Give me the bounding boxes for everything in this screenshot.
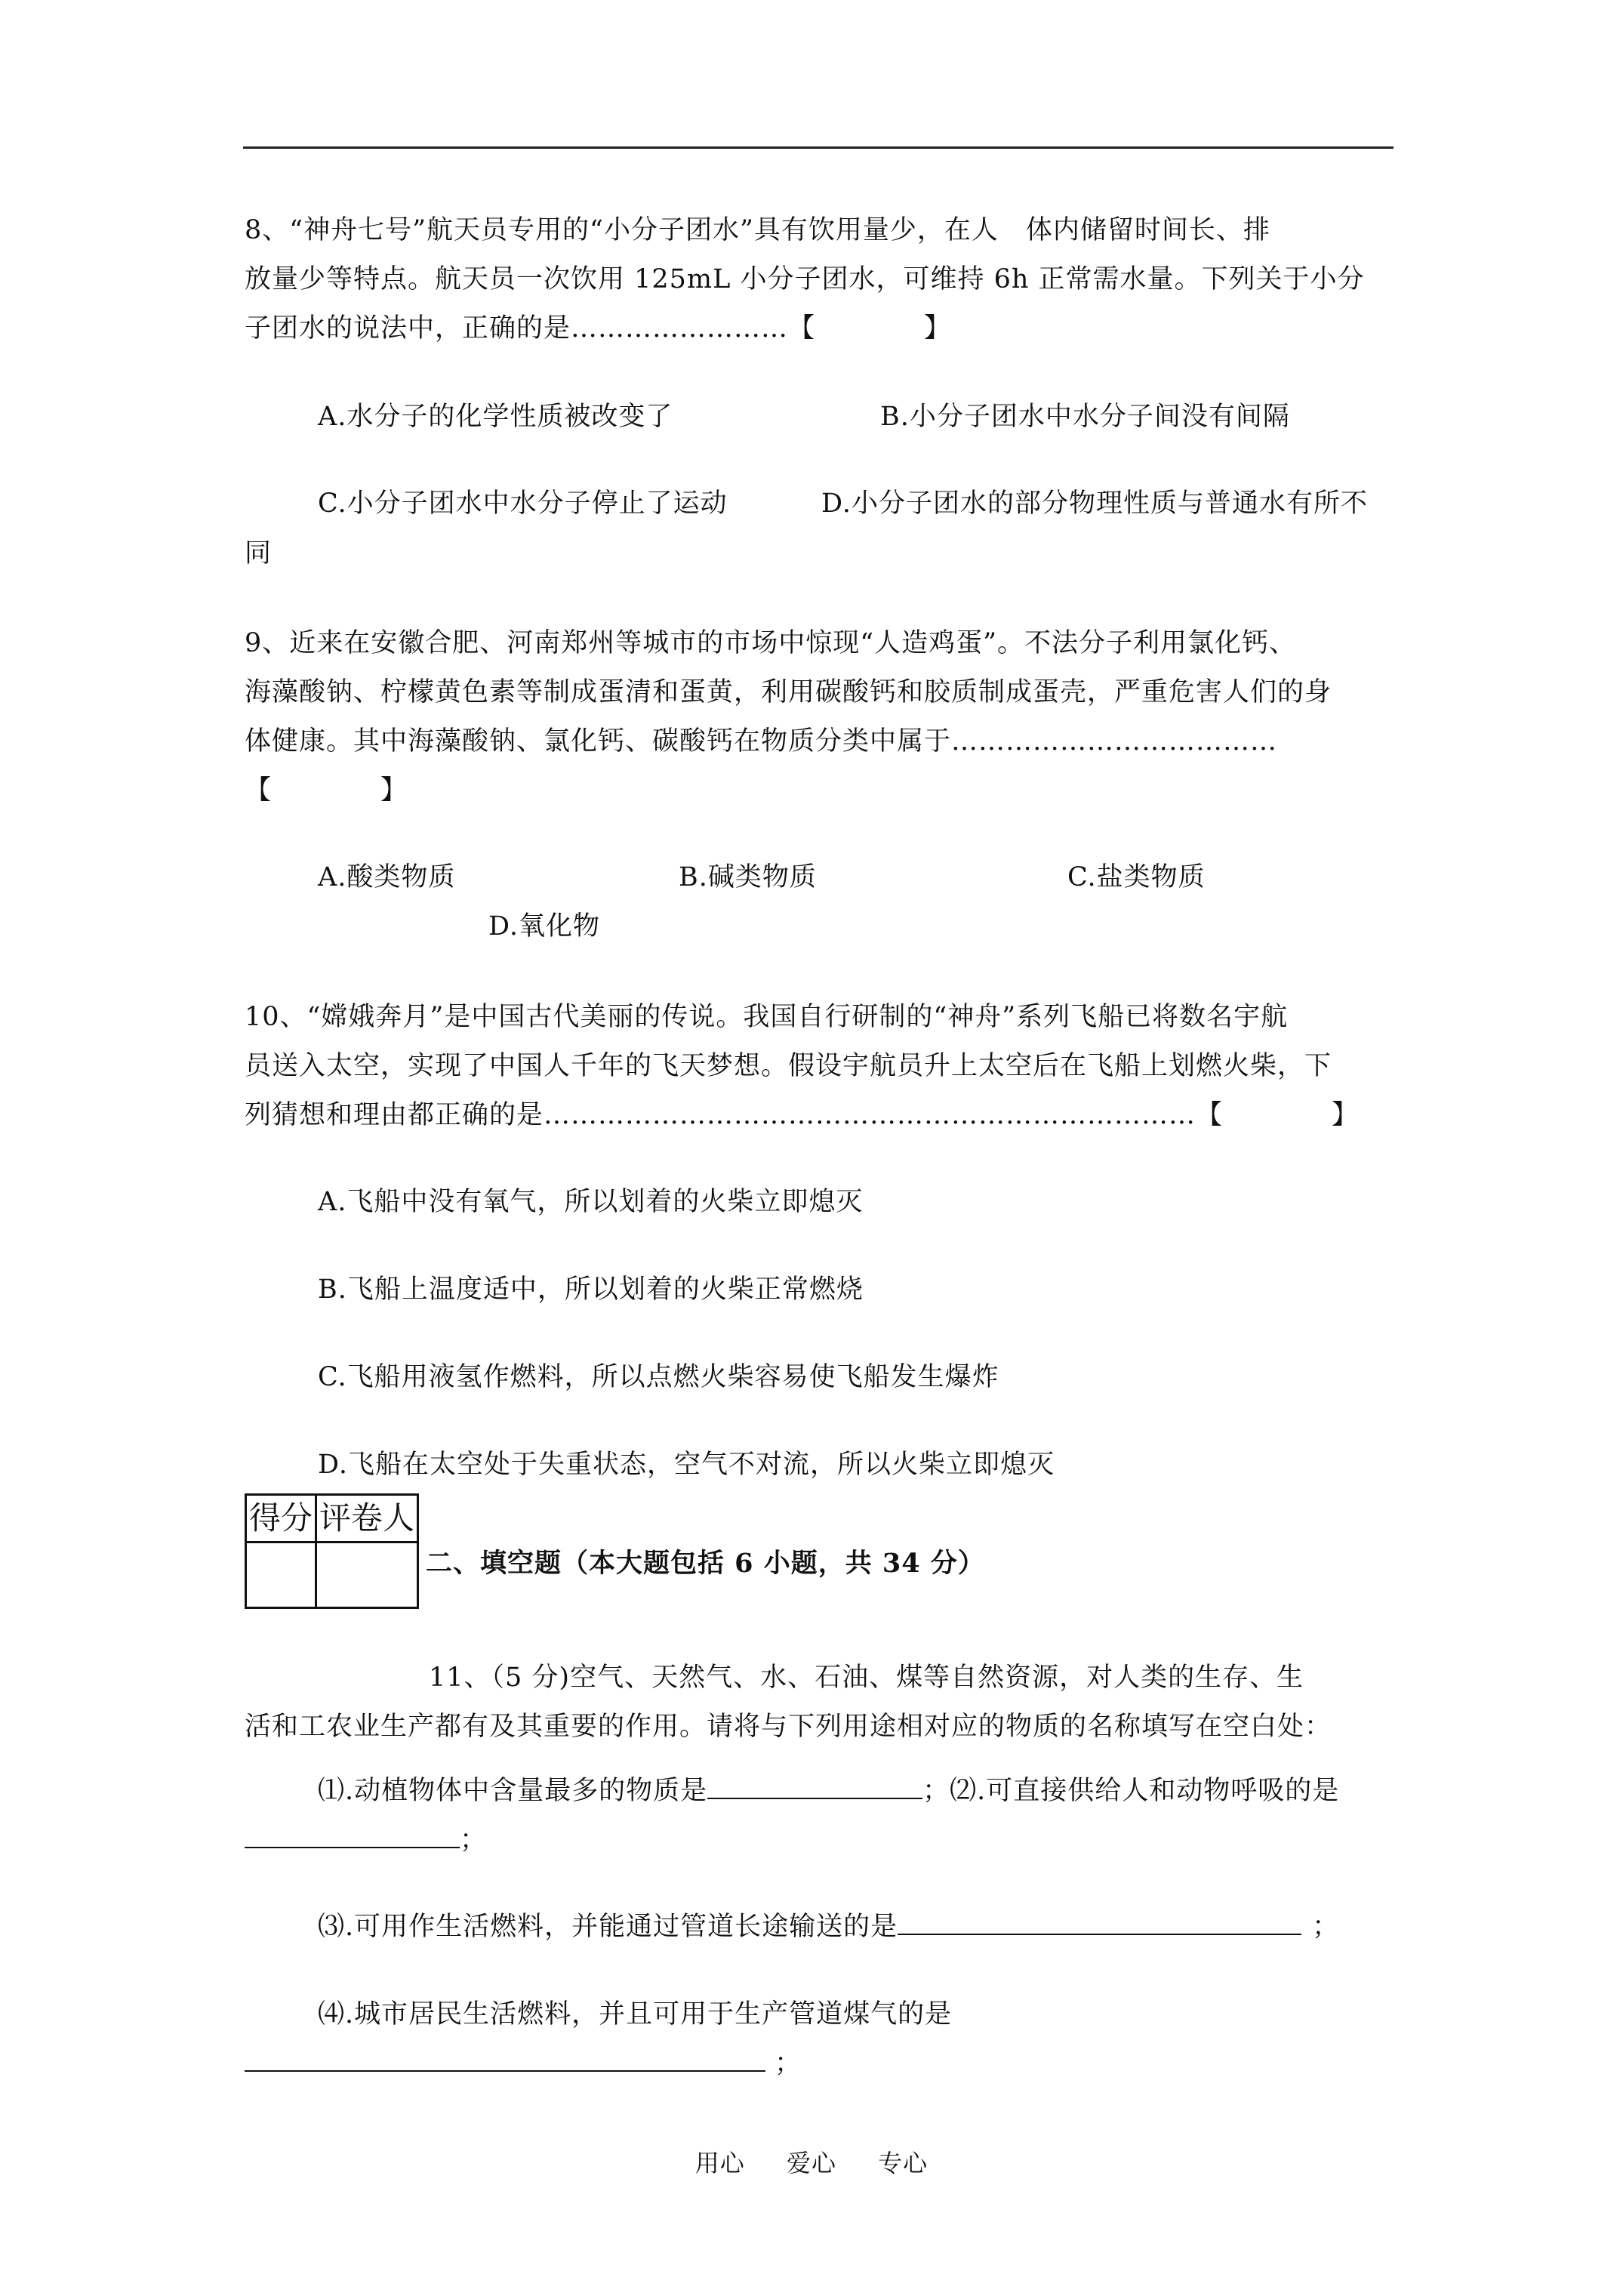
- answer-blank-2[interactable]: [245, 1824, 460, 1848]
- answer-blank-3[interactable]: [898, 1911, 1301, 1935]
- q11-item-1: [318, 1774, 1339, 1808]
- q10-line-3: 列猜想和理由都正确的是………………………………………………………………【 】: [245, 1100, 1360, 1130]
- q8-option-a: A.水分子的化学性质被改变了: [318, 402, 673, 432]
- q11-item-4-answer: [245, 2047, 802, 2080]
- q11-item-3-end: ；: [1312, 1912, 1340, 1942]
- q9-option-b: B.碱类物质: [679, 862, 817, 892]
- q9-line-2: 海藻酸钠、柠檬黄色素等制成蛋清和蛋黄，利用碳酸钙和胶质制成蛋壳，严重危害人们的身: [245, 677, 1332, 707]
- q8-line-2: 放量少等特点。航天员一次饮用 125mL 小分子团水，可维持 6h 正常需水量。下列关于小分: [245, 264, 1365, 294]
- q11-separator: ；: [922, 1776, 950, 1806]
- footer-text-3: 专心: [878, 2149, 929, 2177]
- q10-option-d: D.飞船在太空处于失重状态，空气不对流，所以火柴立即熄灭: [318, 1450, 1055, 1480]
- q11-item-2-end: ；: [460, 1825, 488, 1855]
- q11-item-1-text: ⑴.动植物体中含量最多的物质是: [318, 1776, 708, 1806]
- q9-line-3: 体健康。其中海藻酸钠、氯化钙、碳酸钙在物质分类中属于………………………………: [245, 726, 1278, 757]
- score-table: [245, 1493, 419, 1609]
- header-rule: [243, 146, 1394, 149]
- q11-line-2: 活和工农业生产都有及其重要的作用。请将与下列用途相对应的物质的名称填写在空白处：: [245, 1712, 1332, 1742]
- q9-option-c: C.盐类物质: [1067, 862, 1206, 892]
- q9-option-d: D.氧化物: [488, 911, 600, 942]
- q11-item-4: ⑷.城市居民生活燃料，并且可用于生产管道煤气的是: [318, 1999, 953, 2029]
- footer-text-1: 用心: [694, 2149, 745, 2177]
- q11-item-4-end: ；: [775, 2048, 802, 2079]
- q11-item-2-text: ⑵.可直接供给人和动物呼吸的是: [950, 1776, 1340, 1806]
- q8-option-d: D.小分子团水的部分物理性质与普通水有所不: [821, 488, 1368, 519]
- q8-line-3: 子团水的说法中，正确的是……………………【 】: [245, 313, 952, 344]
- page-footer: [0, 2144, 1623, 2179]
- q10-option-a: A.飞船中没有氧气，所以划着的火柴立即熄灭: [318, 1187, 864, 1217]
- answer-blank-4[interactable]: [245, 2048, 765, 2072]
- q11-item-3: [318, 1910, 1339, 1943]
- q8-option-c: C.小分子团水中水分子停止了运动: [318, 488, 728, 519]
- q8-line-1: 8、“神舟七号”航天员专用的“小分子团水”具有饮用量少，在人 体内储留时间长、排: [245, 215, 1270, 245]
- q9-option-a: A.酸类物质: [318, 862, 456, 892]
- q10-line-2: 员送入太空，实现了中国人千年的飞天梦想。假设宇航员升上太空后在飞船上划燃火柴，下: [245, 1051, 1332, 1081]
- q10-option-b: B.飞船上温度适中，所以划着的火柴正常燃烧: [318, 1274, 864, 1305]
- grader-header: 评卷人: [316, 1495, 418, 1542]
- q11-item-2-answer: [245, 1823, 487, 1857]
- q10-option-c: C.飞船用液氢作燃料，所以点燃火柴容易使飞船发生爆炸: [318, 1362, 999, 1392]
- q8-option-b: B.小分子团水中水分子间没有间隔: [880, 402, 1290, 432]
- q9-line-4: 【 】: [245, 775, 408, 806]
- score-cell[interactable]: [246, 1542, 316, 1608]
- q8-option-d-continued: 同: [245, 538, 273, 569]
- q11-item-3-text: ⑶.可用作生活燃料，并能通过管道长途输送的是: [318, 1912, 898, 1942]
- grader-cell[interactable]: [316, 1542, 418, 1608]
- answer-blank-1[interactable]: [707, 1775, 922, 1799]
- q10-line-1: 10、“嫦娥奔月”是中国古代美丽的传说。我国自行研制的“神舟”系列飞船已将数名宇航: [245, 1002, 1289, 1032]
- q9-line-1: 9、近来在安徽合肥、河南郑州等城市的市场中惊现“人造鸡蛋”。不法分子利用氯化钙、: [245, 628, 1297, 658]
- q11-line-1: 11、（5 分)空气、天然气、水、石油、煤等自然资源，对人类的生存、生: [429, 1663, 1304, 1693]
- score-header: 得分: [246, 1495, 316, 1542]
- section-title: 二、填空题（本大题包括 6 小题，共 34 分）: [426, 1548, 985, 1579]
- footer-text-2: 爱心: [786, 2149, 836, 2177]
